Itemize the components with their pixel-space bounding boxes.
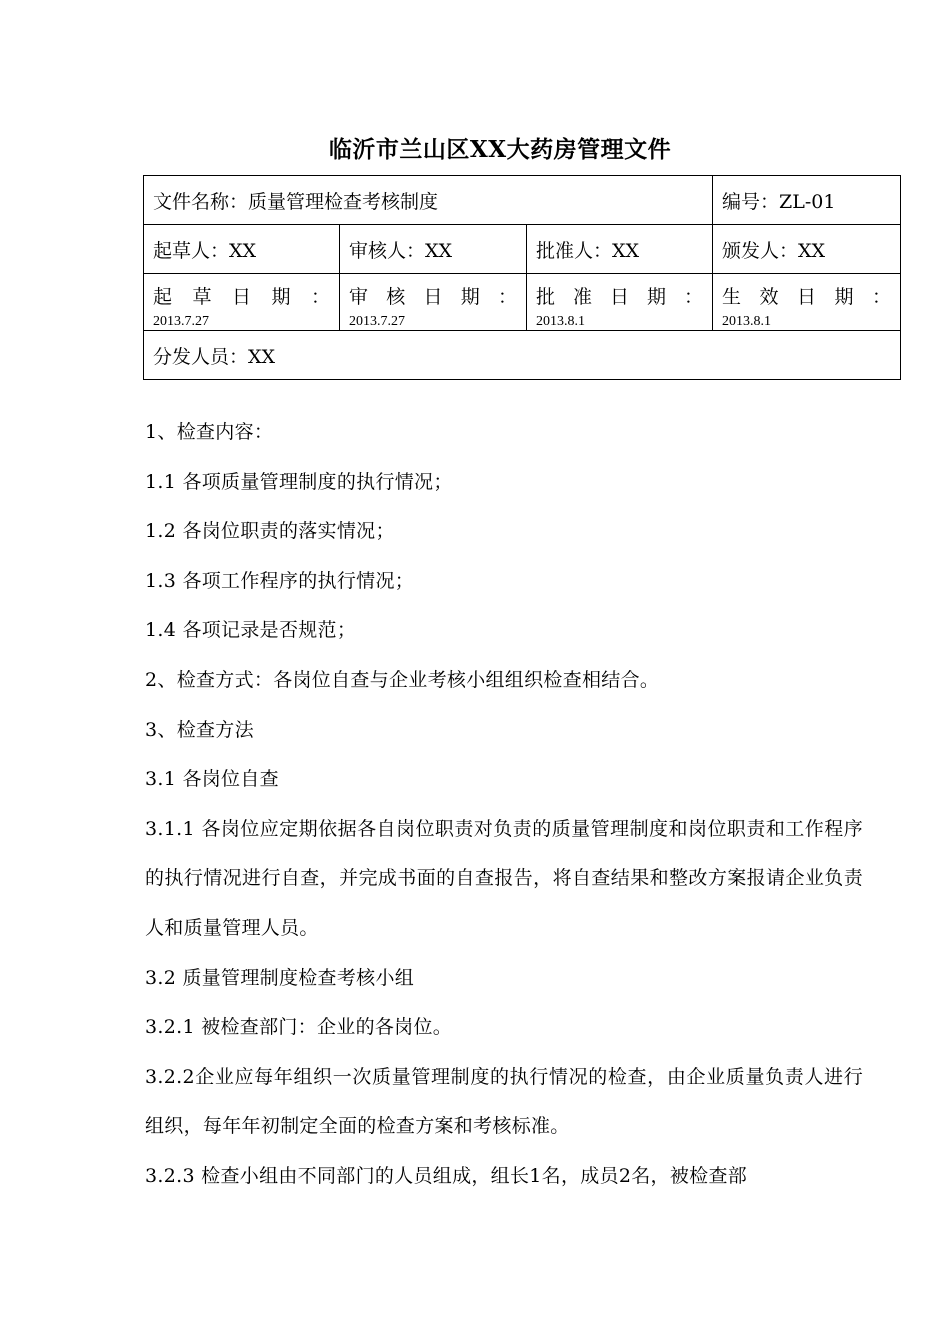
- section-heading: 1、检查内容：: [145, 421, 274, 443]
- body-paragraph: 3.2.3 检查小组由不同部门的人员组成，组长1名，成员2名，被检查部: [145, 1164, 748, 1187]
- review-date-cell: [340, 274, 527, 331]
- issuer-cell: 颁发人：XX: [713, 225, 901, 274]
- section-heading: 3、检查方法: [145, 718, 254, 741]
- section-heading: 2、检查方式：各岗位自查与企业考核小组组织检查相结合。: [145, 668, 660, 691]
- distribution-cell: 分发人员：XX: [144, 331, 901, 380]
- approve-date-label: 批 准 日 期 ：: [536, 286, 704, 308]
- body-paragraph: 1.1 各项质量管理制度的执行情况；: [145, 470, 453, 493]
- body-paragraph: 1.2 各岗位职责的落实情况；: [145, 520, 395, 543]
- approve-date-value: 2013.8.1: [536, 314, 585, 329]
- document-number-cell: 编号：ZL-01: [713, 176, 901, 225]
- file-name-cell: 文件名称：质量管理检查考核制度: [144, 176, 713, 225]
- effective-date-label: 生 效 日 期 ：: [722, 286, 892, 308]
- header-row-distribution: [144, 331, 901, 380]
- subsection-heading: 3.1 各岗位自查: [145, 768, 279, 791]
- body-paragraph: 1.4 各项记录是否规范；: [145, 619, 357, 642]
- effective-date-value: 2013.8.1: [722, 314, 772, 329]
- review-date-label: 审 核 日 期 ：: [349, 286, 517, 308]
- draft-date-value: 2013.7.27: [153, 314, 209, 329]
- approver-cell: 批准人：XX: [527, 225, 713, 274]
- draft-date-label: 起 草 日 期 ：: [153, 286, 330, 308]
- header-row-people: [144, 225, 901, 274]
- effective-date-cell: [713, 274, 901, 331]
- document-body: [145, 408, 863, 1202]
- body-paragraph: 3.2.1 被检查部门：企业的各岗位。: [145, 1016, 453, 1039]
- approve-date-cell: [527, 274, 713, 331]
- document-header-table: [143, 175, 901, 380]
- subsection-heading: 3.2 质量管理制度检查考核小组: [145, 966, 415, 989]
- header-row-dates: [144, 274, 901, 331]
- header-row-file: [144, 176, 901, 225]
- document-title: 临沂市兰山区XX大药房管理文件: [328, 136, 672, 163]
- drafter-cell: 起草人：XX: [144, 225, 340, 274]
- reviewer-cell: 审核人：XX: [340, 225, 527, 274]
- review-date-value: 2013.7.27: [349, 314, 405, 329]
- body-paragraph: 3.2.2企业应每年组织一次质量管理制度的执行情况的检查，由企业质量负责人进行组织，每年年初制定全面的检查方案和考核标准。: [145, 1065, 863, 1138]
- draft-date-cell: [144, 274, 340, 331]
- body-paragraph: 3.1.1 各岗位应定期依据各自岗位职责对负责的质量管理制度和岗位职责和工作程序的执行情况进行自查，并完成书面的自查报告，将自查结果和整改方案报请企业负责人和质量管理人员。: [145, 817, 863, 939]
- body-paragraph: 1.3 各项工作程序的执行情况；: [145, 569, 415, 592]
